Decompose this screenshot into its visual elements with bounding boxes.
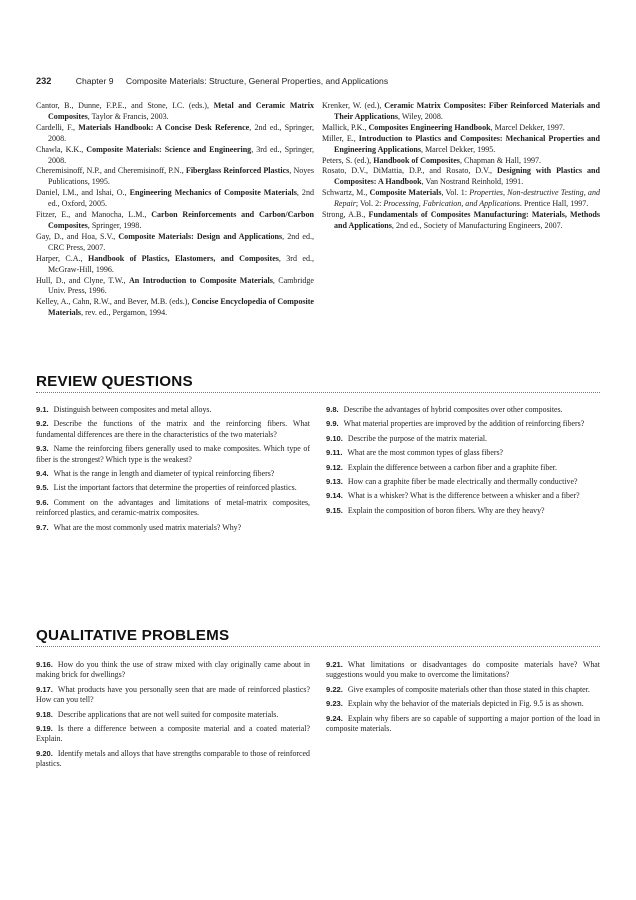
reference-entry <box>36 123 314 145</box>
question-text: Distinguish between composites and metal alloys. <box>53 405 212 414</box>
reference-publisher: , rev. ed., Pergamon, 1994. <box>81 308 168 318</box>
running-head <box>36 76 600 86</box>
reference-publisher: , 2nd ed., Springer, 2008. <box>48 122 314 143</box>
reference-title: Handbook of Plastics, Elastomers, and Composites <box>87 253 279 263</box>
chapter-title: Composite Materials: Structure, General Properties, and Applications <box>125 76 389 86</box>
question-number: 9.15. <box>326 505 343 515</box>
question-number: 9.18. <box>36 709 53 719</box>
question-item <box>36 685 310 706</box>
question-number: 9.12. <box>326 462 343 472</box>
reference-authors: Schwartz, M., <box>322 188 370 198</box>
question-item <box>36 710 310 720</box>
reference-volume-title: Processing, Fabrication, and Applications <box>383 199 520 209</box>
reference-title: Fundamentals of Composites Manufacturing: Materials, Methods and Applications <box>334 210 600 230</box>
reference-authors: Chawla, K.K., <box>36 144 87 154</box>
review-right-column <box>326 405 600 537</box>
reference-title: Introduction to Plastics and Composites: Mechanical Properties and Engineering Applications <box>334 133 600 154</box>
reference-authors: Hull, D., and Clyne, T.W., <box>36 275 129 285</box>
reference-entry <box>36 101 314 123</box>
reference-authors: Fitzer, E., and Manocha, L.M., <box>36 210 152 220</box>
question-number: 9.5. <box>36 483 49 493</box>
qualitative-right-column <box>326 660 600 774</box>
reference-entry <box>322 101 600 123</box>
question-text: What products have you personally seen that are made of reinforced plastics? How can you tell? <box>36 684 310 705</box>
question-text: How do you think the use of straw mixed with clay originally came about in making brick for dwellings? <box>36 660 310 680</box>
reference-entry <box>322 166 600 188</box>
question-text: How can a graphite fiber be made electrically and thermally conductive? <box>347 477 578 487</box>
reference-authors: Gay, D., and Hoa, S.V., <box>36 231 119 241</box>
reference-publisher: , Wiley, 2008. <box>398 111 443 121</box>
question-text: Describe the purpose of the matrix material. <box>347 433 488 443</box>
reference-title: Engineering Mechanics of Composite Materials <box>129 188 297 198</box>
question-number: 9.20. <box>36 748 53 758</box>
question-number: 9.6. <box>36 497 49 507</box>
question-number: 9.1. <box>36 405 49 414</box>
question-item <box>36 523 310 533</box>
question-number: 9.17. <box>36 684 53 694</box>
reference-title: Composite Materials <box>369 188 442 198</box>
review-left-column <box>36 405 310 537</box>
question-text: Describe the functions of the matrix and the reinforcing fibers. What fundamental differences are there in the characteristics of the two materials? <box>36 419 310 439</box>
question-item <box>36 483 310 493</box>
question-number: 9.10. <box>326 433 343 443</box>
question-text: Describe applications that are not well suited for composite materials. <box>57 709 279 719</box>
reference-volume-title: Properties, Non-destructive Testing, and Repair <box>334 188 600 209</box>
question-number: 9.7. <box>36 522 49 532</box>
question-number: 9.8. <box>326 405 339 414</box>
question-item <box>326 506 600 516</box>
qualitative-problems <box>36 660 600 774</box>
question-text: Explain the composition of boron fibers. Why are they heavy? <box>347 505 545 515</box>
question-item <box>36 419 310 440</box>
question-number: 9.3. <box>36 444 49 454</box>
review-questions-heading: REVIEW QUESTIONS <box>36 373 600 393</box>
reference-entry <box>36 166 314 188</box>
reference-publisher: , Springer, 1998. <box>87 220 142 230</box>
question-number: 9.22. <box>326 684 343 694</box>
reference-publisher: , Marcel Dekker, 1997. <box>490 122 565 132</box>
question-item <box>36 724 310 745</box>
reference-title: Composite Materials: Science and Engineering <box>86 144 252 154</box>
bibliography-right-column <box>322 101 600 319</box>
question-item <box>326 448 600 458</box>
question-item <box>326 699 600 709</box>
reference-title: Composite Materials: Design and Applications <box>118 231 283 241</box>
reference-publisher: , Taylor & Francis, 2003. <box>87 111 169 121</box>
question-text: Comment on the advantages and limitations of metal-matrix composites, reinforced plastics, and ceramic-matrix composites. <box>36 497 310 518</box>
reference-authors: Miller, E., <box>322 133 359 143</box>
question-number: 9.9. <box>326 419 339 429</box>
reference-title: An Introduction to Composite Materials <box>128 275 273 285</box>
question-item <box>326 714 600 735</box>
reference-authors: Cheremisinoff, N.P., and Cheremisinoff, P.N., <box>36 166 186 176</box>
reference-authors: Cantor, B., Dunne, F.P.E., and Stone, I.C. (eds.), <box>36 101 214 110</box>
reference-entry <box>322 156 600 167</box>
chapter-label: Chapter 9 <box>75 76 114 86</box>
question-text: Explain why fibers are so capable of supporting a major portion of the load in composite materials. <box>326 713 600 734</box>
question-text: Name the reinforcing fibers generally used to make composites. Which type of fiber is the strongest? Which type is the weakest? <box>36 444 310 464</box>
question-number: 9.21. <box>326 660 343 669</box>
question-text: What limitations or disadvantages do composite materials have? What suggestions would you make to overcome the limitations? <box>326 660 600 680</box>
reference-title: Fiberglass Reinforced Plastics <box>185 166 290 176</box>
reference-title: Composites Engineering Handbook <box>368 122 491 132</box>
question-item <box>326 419 600 429</box>
question-item <box>36 749 310 770</box>
question-number: 9.19. <box>36 724 53 734</box>
question-number: 9.4. <box>36 469 49 479</box>
reference-authors: Harper, C.A., <box>36 253 88 263</box>
reference-entry <box>322 123 600 134</box>
question-text: Explain why the behavior of the materials depicted in Fig. 9.5 is as shown. <box>347 699 584 709</box>
question-text: What is a whisker? What is the difference between a whisker and a fiber? <box>347 491 580 501</box>
question-item <box>36 469 310 479</box>
question-text: What is the range in length and diameter of typical reinforcing fibers? <box>53 469 275 479</box>
reference-entry <box>36 276 314 298</box>
reference-entry <box>322 188 600 210</box>
reference-authors: Mallick, P.K., <box>322 122 369 132</box>
reference-authors: Strong, A.B., <box>322 210 369 220</box>
reference-authors: Peters, S. (ed.), <box>322 155 374 165</box>
reference-authors: Daniel, I.M., and Ishai, O., <box>36 188 130 198</box>
question-text: Give examples of composite materials other than those stated in this chapter. <box>347 684 590 694</box>
reference-entry <box>36 210 314 232</box>
reference-entry <box>36 145 314 167</box>
reference-entry <box>322 210 600 232</box>
reference-publisher: , 2nd ed., CRC Press, 2007. <box>48 231 314 252</box>
reference-entry <box>36 254 314 276</box>
question-text: Identify metals and alloys that have strengths comparable to those of reinforced plastics. <box>36 748 310 769</box>
question-text: Explain the difference between a carbon fiber and a graphite fiber. <box>347 462 557 472</box>
reference-publisher: , Cambridge Univ. Press, 1996. <box>48 275 314 296</box>
question-item <box>326 660 600 681</box>
reference-publisher: , Noyes Publications, 1995. <box>48 166 314 187</box>
question-text: What are the most common types of glass fibers? <box>347 448 504 458</box>
question-item <box>36 405 310 415</box>
reference-entry <box>36 232 314 254</box>
reference-entry <box>36 297 314 319</box>
reference-authors: Cardelli, F., <box>36 122 79 132</box>
reference-volume: ; Vol. 2: <box>355 199 384 209</box>
question-number: 9.2. <box>36 419 49 429</box>
question-item <box>36 498 310 519</box>
bibliography <box>36 101 600 319</box>
reference-publisher: , 3rd ed., McGraw-Hill, 1996. <box>48 253 314 274</box>
reference-authors: Krenker, W. (ed.), <box>322 101 385 110</box>
question-text: What are the most commonly used matrix materials? Why? <box>53 522 242 532</box>
question-number: 9.14. <box>326 491 343 501</box>
reference-authors: Rosato, D.V., DiMattia, D.P., and Rosato, D.V., <box>322 166 497 176</box>
question-item <box>326 685 600 695</box>
reference-entry <box>322 134 600 156</box>
reference-publisher: , 3rd ed., Springer, 2008. <box>48 144 314 165</box>
reference-publisher: , Van Nostrand Reinhold, 1991. <box>421 177 524 187</box>
question-number: 9.13. <box>326 477 343 487</box>
reference-publisher: . Prentice Hall, 1997. <box>519 199 589 209</box>
question-number: 9.11. <box>326 448 343 458</box>
question-item <box>326 477 600 487</box>
reference-title: Metal and Ceramic Matrix Composites <box>48 101 315 121</box>
reference-publisher: , 2nd ed., Oxford, 2005. <box>48 188 314 209</box>
reference-publisher: , 2nd ed., Society of Manufacturing Engineers, 2007. <box>391 220 563 230</box>
qualitative-left-column <box>36 660 310 774</box>
question-item <box>326 491 600 501</box>
reference-title: Materials Handbook: A Concise Desk Reference <box>78 122 250 132</box>
question-text: List the important factors that determine the properties of reinforced plastics. <box>53 483 297 493</box>
question-item <box>326 405 600 415</box>
page-number: 232 <box>36 76 52 86</box>
bibliography-left-column <box>36 101 314 319</box>
question-text: Describe the advantages of hybrid composites over other composites. <box>343 405 563 414</box>
reference-authors: Kelley, A., Cahn, R.W., and Bever, M.B. (eds.), <box>36 297 192 307</box>
qualitative-problems-heading: QUALITATIVE PROBLEMS <box>36 627 600 647</box>
question-text: What material properties are improved by the addition of reinforcing fibers? <box>343 419 585 429</box>
reference-title: Designing with Plastics and Composites: A Handbook <box>334 166 600 187</box>
question-item <box>36 444 310 465</box>
reference-title: Handbook of Composites <box>373 155 460 165</box>
reference-title: Concise Encyclopedia of Composite Materials <box>48 297 315 318</box>
question-item <box>326 463 600 473</box>
reference-title: Ceramic Matrix Composites: Fiber Reinforced Materials and Their Applications <box>334 101 600 121</box>
reference-entry <box>36 188 314 210</box>
reference-publisher: , Vol. 1: <box>441 188 470 198</box>
question-number: 9.16. <box>36 660 53 669</box>
reference-publisher: , Chapman & Hall, 1997. <box>459 155 542 165</box>
question-number: 9.23. <box>326 699 343 709</box>
reference-publisher: , Marcel Dekker, 1995. <box>420 144 496 154</box>
review-questions <box>36 405 600 537</box>
question-item <box>326 434 600 444</box>
question-text: Is there a difference between a composite material and a coated material? Explain. <box>36 724 310 744</box>
question-number: 9.24. <box>326 713 343 723</box>
question-item <box>36 660 310 681</box>
reference-title: Carbon Reinforcements and Carbon/Carbon Composites <box>48 210 314 230</box>
